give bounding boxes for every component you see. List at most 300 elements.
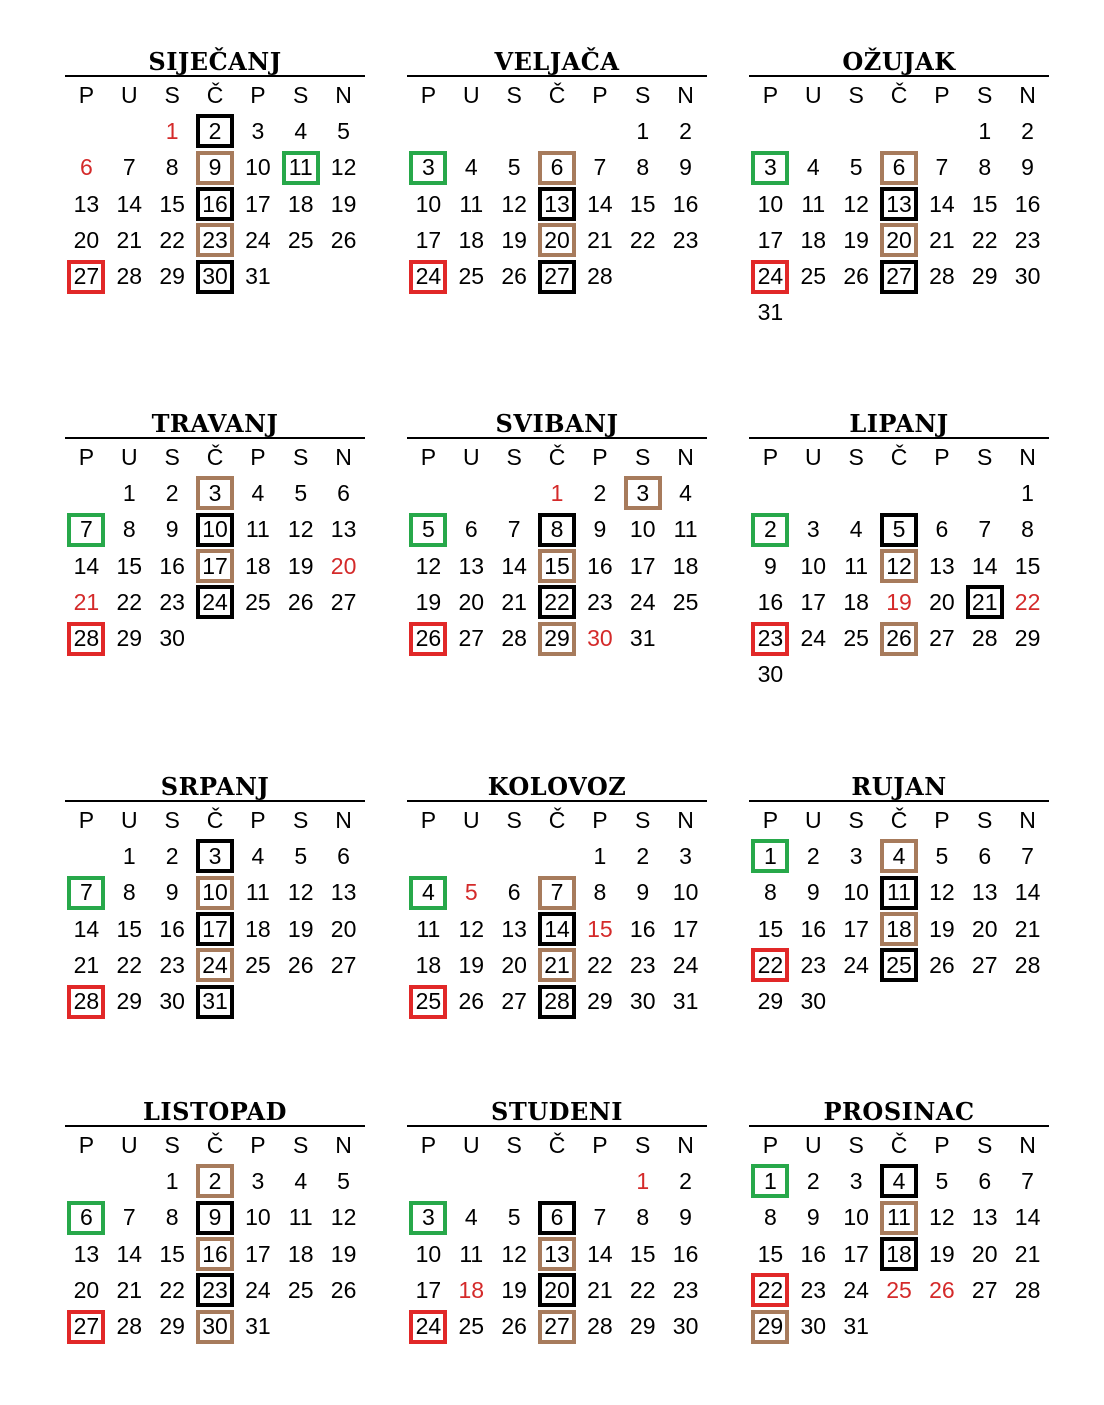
day-cell: 6 bbox=[536, 1200, 579, 1236]
day-cell: 8 bbox=[636, 154, 650, 181]
month-grid bbox=[749, 77, 1049, 337]
day-cell: 2 bbox=[749, 512, 792, 548]
day-cell: 16 bbox=[1014, 190, 1041, 217]
month-title: OŽUJAK bbox=[749, 45, 1049, 77]
day-cell: 5 bbox=[337, 1167, 350, 1194]
day-cell: 14 bbox=[116, 190, 143, 217]
weekday-header: S bbox=[635, 1131, 651, 1158]
weekday-header: P bbox=[250, 81, 266, 108]
day-cell: 6 bbox=[878, 150, 921, 186]
day-cell: 9 bbox=[636, 879, 650, 906]
day-cell: 10 bbox=[245, 1204, 271, 1231]
day-cell: 6 bbox=[80, 154, 93, 181]
day-cell: 16 bbox=[587, 552, 613, 579]
month-7 bbox=[65, 770, 365, 1062]
weekday-header: P bbox=[934, 81, 950, 108]
day-cell: 21 bbox=[501, 588, 527, 615]
day-cell: 18 bbox=[800, 226, 827, 253]
weekday-header: P bbox=[420, 806, 437, 833]
weekday-header: P bbox=[592, 81, 608, 108]
day-cell: 27 bbox=[458, 625, 485, 652]
day-cell: 27 bbox=[878, 259, 921, 295]
day-cell: 30 bbox=[800, 1313, 827, 1340]
day-cell: 26 bbox=[407, 621, 450, 657]
day-cell: 16 bbox=[629, 915, 656, 942]
day-cell: 18 bbox=[878, 1236, 921, 1272]
day-cell: 18 bbox=[458, 226, 485, 253]
day-cell: 6 bbox=[337, 479, 350, 506]
day-cell: 17 bbox=[843, 915, 869, 942]
weekday-header: S bbox=[977, 1131, 993, 1158]
day-cell: 16 bbox=[800, 1240, 827, 1267]
day-cell: 16 bbox=[672, 190, 699, 217]
day-cell: 24 bbox=[843, 1276, 869, 1303]
day-cell: 1 bbox=[165, 1167, 179, 1194]
day-cell: 2 bbox=[806, 842, 820, 869]
day-cell: 19 bbox=[287, 915, 314, 942]
day-cell: 17 bbox=[843, 1240, 869, 1267]
day-cell: 23 bbox=[1014, 226, 1041, 253]
day-cell: 26 bbox=[330, 226, 357, 253]
day-cell: 22 bbox=[587, 951, 613, 978]
weekday-header: Č bbox=[548, 806, 566, 833]
day-cell: 3 bbox=[849, 1167, 863, 1194]
weekday-header: Č bbox=[890, 443, 908, 470]
month-10 bbox=[65, 1095, 365, 1387]
weekday-header: P bbox=[250, 806, 266, 833]
day-cell: 14 bbox=[587, 190, 613, 217]
day-cell: 10 bbox=[800, 552, 827, 579]
weekday-header: P bbox=[592, 443, 608, 470]
weekday-header: N bbox=[335, 81, 352, 108]
day-cell: 11 bbox=[459, 1240, 484, 1267]
weekday-header: N bbox=[335, 1131, 352, 1158]
month-grid bbox=[407, 77, 707, 337]
day-cell: 1 bbox=[550, 479, 564, 506]
day-cell: 21 bbox=[116, 226, 143, 253]
day-cell: 9 bbox=[806, 879, 820, 906]
day-cell: 4 bbox=[407, 875, 450, 911]
day-cell: 28 bbox=[536, 984, 579, 1020]
day-cell: 25 bbox=[287, 226, 314, 253]
weekday-header: N bbox=[677, 443, 694, 470]
day-cell: 1 bbox=[593, 842, 607, 869]
day-cell: 22 bbox=[629, 1276, 656, 1303]
day-cell: 17 bbox=[245, 190, 271, 217]
weekday-header: S bbox=[506, 443, 522, 470]
day-cell: 27 bbox=[65, 259, 108, 295]
weekday-header: Č bbox=[890, 81, 908, 108]
day-cell: 11 bbox=[801, 190, 826, 217]
day-cell: 31 bbox=[194, 984, 237, 1020]
weekday-header: S bbox=[164, 81, 180, 108]
day-cell: 27 bbox=[65, 1309, 108, 1345]
day-cell: 17 bbox=[672, 915, 699, 942]
day-cell: 24 bbox=[843, 951, 869, 978]
day-cell: 14 bbox=[1014, 1204, 1041, 1231]
day-cell: 11 bbox=[459, 190, 484, 217]
day-cell: 31 bbox=[843, 1313, 869, 1340]
day-cell: 3 bbox=[849, 842, 863, 869]
day-cell: 25 bbox=[878, 947, 921, 983]
day-cell: 2 bbox=[806, 1167, 820, 1194]
day-cell: 7 bbox=[122, 1204, 136, 1231]
day-cell: 30 bbox=[587, 625, 613, 652]
day-cell: 18 bbox=[287, 1240, 314, 1267]
day-cell: 14 bbox=[971, 552, 998, 579]
weekday-header: S bbox=[506, 81, 522, 108]
weekday-header: S bbox=[635, 443, 651, 470]
day-cell: 22 bbox=[971, 226, 998, 253]
day-cell: 28 bbox=[971, 625, 998, 652]
day-cell: 16 bbox=[800, 915, 827, 942]
day-cell: 4 bbox=[464, 1204, 478, 1231]
month-title: KOLOVOZ bbox=[407, 770, 707, 802]
day-cell: 5 bbox=[464, 879, 478, 906]
day-cell: 23 bbox=[629, 951, 656, 978]
day-cell: 8 bbox=[593, 879, 607, 906]
day-cell: 29 bbox=[116, 988, 143, 1015]
day-cell: 5 bbox=[935, 842, 949, 869]
day-cell: 12 bbox=[878, 548, 921, 584]
day-cell: 2 bbox=[165, 479, 179, 506]
weekday-header: N bbox=[335, 806, 352, 833]
day-cell: 4 bbox=[878, 1163, 921, 1199]
day-cell: 7 bbox=[65, 512, 108, 548]
day-cell: 30 bbox=[194, 1309, 237, 1345]
day-cell: 23 bbox=[194, 1272, 237, 1308]
day-cell: 20 bbox=[73, 1276, 100, 1303]
day-cell: 19 bbox=[415, 588, 442, 615]
weekday-header: U bbox=[120, 443, 138, 470]
day-cell: 31 bbox=[672, 988, 699, 1015]
weekday-header: P bbox=[78, 443, 95, 470]
day-cell: 9 bbox=[679, 1204, 692, 1231]
day-cell: 29 bbox=[116, 625, 143, 652]
day-cell: 18 bbox=[415, 951, 442, 978]
day-cell: 26 bbox=[843, 263, 869, 290]
day-cell: 4 bbox=[294, 1167, 308, 1194]
day-cell: 4 bbox=[849, 516, 863, 543]
day-cell: 3 bbox=[679, 842, 692, 869]
day-cell: 17 bbox=[194, 911, 237, 947]
day-cell: 14 bbox=[536, 911, 579, 947]
day-cell: 20 bbox=[536, 1272, 579, 1308]
weekday-header: P bbox=[592, 1131, 608, 1158]
weekday-header: U bbox=[120, 1131, 138, 1158]
day-cell: 10 bbox=[757, 190, 784, 217]
weekday-header: P bbox=[762, 443, 779, 470]
day-cell: 21 bbox=[1014, 915, 1041, 942]
day-cell: 15 bbox=[587, 915, 613, 942]
day-cell: 1 bbox=[122, 842, 136, 869]
weekday-header: S bbox=[506, 1131, 522, 1158]
day-cell: 15 bbox=[116, 915, 143, 942]
day-cell: 16 bbox=[757, 588, 784, 615]
day-cell: 28 bbox=[587, 263, 613, 290]
day-cell: 28 bbox=[65, 621, 108, 657]
day-cell: 13 bbox=[501, 915, 527, 942]
day-cell: 7 bbox=[593, 154, 607, 181]
weekday-header: S bbox=[635, 806, 651, 833]
day-cell: 6 bbox=[536, 150, 579, 186]
day-cell: 27 bbox=[971, 1276, 998, 1303]
day-cell: 17 bbox=[194, 548, 237, 584]
weekday-header: Č bbox=[548, 81, 566, 108]
day-cell: 19 bbox=[501, 226, 527, 253]
weekday-header: Č bbox=[206, 1131, 224, 1158]
month-4 bbox=[65, 407, 365, 699]
day-cell: 30 bbox=[672, 1313, 699, 1340]
day-cell: 17 bbox=[629, 552, 656, 579]
day-cell: 2 bbox=[679, 117, 692, 144]
day-cell: 2 bbox=[636, 842, 650, 869]
day-cell: 23 bbox=[672, 1276, 699, 1303]
day-cell: 10 bbox=[194, 512, 237, 548]
day-cell: 14 bbox=[73, 552, 100, 579]
day-cell: 16 bbox=[159, 552, 185, 579]
day-cell: 5 bbox=[507, 154, 521, 181]
weekday-header: P bbox=[78, 81, 95, 108]
day-cell: 9 bbox=[764, 552, 777, 579]
day-cell: 13 bbox=[330, 879, 357, 906]
day-cell: 9 bbox=[1021, 154, 1034, 181]
day-cell: 17 bbox=[415, 1276, 442, 1303]
day-cell: 10 bbox=[415, 1240, 442, 1267]
day-cell: 20 bbox=[73, 226, 100, 253]
weekday-header: P bbox=[934, 1131, 950, 1158]
day-cell: 21 bbox=[536, 947, 579, 983]
weekday-header: S bbox=[164, 443, 180, 470]
day-cell: 17 bbox=[800, 588, 827, 615]
weekday-header: S bbox=[293, 1131, 309, 1158]
day-cell: 29 bbox=[971, 263, 998, 290]
weekday-header: S bbox=[848, 443, 864, 470]
day-cell: 31 bbox=[245, 263, 271, 290]
day-cell: 28 bbox=[65, 984, 108, 1020]
weekday-header: N bbox=[1019, 81, 1036, 108]
day-cell: 24 bbox=[672, 951, 699, 978]
day-cell: 30 bbox=[629, 988, 656, 1015]
day-cell: 26 bbox=[458, 988, 485, 1015]
day-cell: 20 bbox=[458, 588, 485, 615]
weekday-header: N bbox=[677, 1131, 694, 1158]
month-2 bbox=[407, 45, 707, 337]
day-cell: 8 bbox=[978, 154, 992, 181]
day-cell: 2 bbox=[165, 842, 179, 869]
day-cell: 3 bbox=[407, 150, 450, 186]
day-cell: 4 bbox=[251, 479, 265, 506]
day-cell: 24 bbox=[245, 226, 271, 253]
day-cell: 10 bbox=[245, 154, 271, 181]
day-cell: 1 bbox=[636, 1167, 650, 1194]
day-cell: 13 bbox=[971, 1204, 998, 1231]
day-cell: 23 bbox=[672, 226, 699, 253]
day-cell: 25 bbox=[800, 263, 827, 290]
day-cell: 12 bbox=[843, 190, 869, 217]
day-cell: 13 bbox=[330, 516, 357, 543]
day-cell: 3 bbox=[194, 838, 237, 874]
day-cell: 3 bbox=[194, 475, 237, 511]
day-cell: 26 bbox=[929, 1276, 955, 1303]
day-cell: 3 bbox=[251, 1167, 265, 1194]
day-cell: 21 bbox=[1014, 1240, 1041, 1267]
weekday-header: U bbox=[462, 1131, 480, 1158]
day-cell: 7 bbox=[935, 154, 949, 181]
weekday-header: Č bbox=[206, 806, 224, 833]
day-cell: 14 bbox=[1014, 879, 1041, 906]
day-cell: 22 bbox=[159, 1276, 185, 1303]
day-cell: 14 bbox=[116, 1240, 143, 1267]
month-grid bbox=[65, 1127, 365, 1387]
day-cell: 4 bbox=[294, 117, 308, 144]
day-cell: 1 bbox=[165, 117, 179, 144]
day-cell: 4 bbox=[251, 842, 265, 869]
day-cell: 27 bbox=[536, 259, 579, 295]
weekday-header: P bbox=[934, 443, 950, 470]
day-cell: 7 bbox=[65, 875, 108, 911]
day-cell: 22 bbox=[159, 226, 185, 253]
day-cell: 18 bbox=[843, 588, 869, 615]
month-grid bbox=[65, 77, 365, 337]
day-cell: 26 bbox=[330, 1276, 357, 1303]
day-cell: 20 bbox=[878, 222, 921, 258]
weekday-header: U bbox=[462, 443, 480, 470]
month-title: LIPANJ bbox=[749, 407, 1049, 439]
weekday-header: S bbox=[293, 443, 309, 470]
day-cell: 24 bbox=[194, 584, 237, 620]
day-cell: 19 bbox=[501, 1276, 527, 1303]
day-cell: 25 bbox=[245, 951, 271, 978]
weekday-header: S bbox=[848, 81, 864, 108]
day-cell: 19 bbox=[287, 552, 314, 579]
day-cell: 22 bbox=[749, 1272, 792, 1308]
day-cell: 1 bbox=[122, 479, 136, 506]
day-cell: 25 bbox=[458, 1313, 485, 1340]
day-cell: 4 bbox=[679, 479, 692, 506]
day-cell: 12 bbox=[330, 154, 357, 181]
month-1 bbox=[65, 45, 365, 337]
weekday-header: N bbox=[1019, 1131, 1036, 1158]
day-cell: 24 bbox=[407, 1309, 450, 1345]
day-cell: 18 bbox=[878, 911, 921, 947]
weekday-header: S bbox=[848, 806, 864, 833]
day-cell: 21 bbox=[929, 226, 955, 253]
day-cell: 20 bbox=[330, 915, 357, 942]
day-cell: 18 bbox=[287, 190, 314, 217]
weekday-header: P bbox=[78, 806, 95, 833]
day-cell: 23 bbox=[800, 1276, 827, 1303]
weekday-header: N bbox=[335, 443, 352, 470]
day-cell: 19 bbox=[330, 190, 357, 217]
month-6 bbox=[749, 407, 1049, 699]
month-title: SVIBANJ bbox=[407, 407, 707, 439]
day-cell: 17 bbox=[757, 226, 784, 253]
weekday-header: S bbox=[164, 1131, 180, 1158]
weekday-header: U bbox=[120, 806, 138, 833]
day-cell: 28 bbox=[116, 263, 143, 290]
day-cell: 30 bbox=[1014, 263, 1041, 290]
day-cell: 15 bbox=[971, 190, 998, 217]
day-cell: 24 bbox=[407, 259, 450, 295]
day-cell: 1 bbox=[749, 838, 792, 874]
weekday-header: P bbox=[250, 1131, 266, 1158]
day-cell: 29 bbox=[159, 1313, 185, 1340]
day-cell: 19 bbox=[330, 1240, 357, 1267]
day-cell: 15 bbox=[159, 1240, 185, 1267]
day-cell: 14 bbox=[501, 552, 527, 579]
day-cell: 12 bbox=[415, 552, 442, 579]
weekday-header: P bbox=[420, 443, 437, 470]
day-cell: 14 bbox=[587, 1240, 613, 1267]
day-cell: 18 bbox=[458, 1276, 485, 1303]
day-cell: 2 bbox=[194, 113, 237, 149]
day-cell: 8 bbox=[165, 1204, 179, 1231]
day-cell: 10 bbox=[843, 879, 869, 906]
weekday-header: U bbox=[804, 81, 822, 108]
weekday-header: S bbox=[164, 806, 180, 833]
day-cell: 28 bbox=[501, 625, 527, 652]
day-cell: 10 bbox=[843, 1204, 869, 1231]
day-cell: 3 bbox=[806, 516, 820, 543]
day-cell: 9 bbox=[165, 516, 179, 543]
weekday-header: S bbox=[848, 1131, 864, 1158]
month-8 bbox=[407, 770, 707, 1062]
day-cell: 22 bbox=[116, 588, 143, 615]
month-11 bbox=[407, 1095, 707, 1387]
day-cell: 6 bbox=[978, 1167, 992, 1194]
day-cell: 9 bbox=[593, 516, 607, 543]
day-cell: 7 bbox=[122, 154, 136, 181]
day-cell: 13 bbox=[73, 1240, 100, 1267]
month-grid bbox=[407, 439, 707, 699]
day-cell: 22 bbox=[1014, 588, 1041, 615]
day-cell: 19 bbox=[886, 588, 912, 615]
day-cell: 13 bbox=[878, 186, 921, 222]
weekday-header: P bbox=[762, 1131, 779, 1158]
day-cell: 27 bbox=[501, 988, 527, 1015]
day-cell: 28 bbox=[1014, 951, 1041, 978]
weekday-header: Č bbox=[206, 443, 224, 470]
day-cell: 29 bbox=[587, 988, 613, 1015]
day-cell: 26 bbox=[929, 951, 955, 978]
day-cell: 15 bbox=[1014, 552, 1041, 579]
day-cell: 26 bbox=[501, 263, 527, 290]
month-title: SRPANJ bbox=[65, 770, 365, 802]
day-cell: 8 bbox=[165, 154, 179, 181]
day-cell: 26 bbox=[287, 951, 314, 978]
day-cell: 12 bbox=[458, 915, 485, 942]
day-cell: 30 bbox=[757, 661, 784, 688]
day-cell: 15 bbox=[536, 548, 579, 584]
weekday-header: S bbox=[635, 81, 651, 108]
day-cell: 29 bbox=[159, 263, 185, 290]
day-cell: 25 bbox=[287, 1276, 314, 1303]
day-cell: 21 bbox=[73, 951, 100, 978]
day-cell: 30 bbox=[800, 988, 827, 1015]
day-cell: 6 bbox=[935, 516, 949, 543]
day-cell: 27 bbox=[536, 1309, 579, 1345]
day-cell: 10 bbox=[672, 879, 699, 906]
day-cell: 11 bbox=[844, 552, 869, 579]
day-cell: 4 bbox=[806, 154, 820, 181]
day-cell: 18 bbox=[672, 552, 699, 579]
day-cell: 13 bbox=[458, 552, 485, 579]
day-cell: 12 bbox=[929, 1204, 955, 1231]
day-cell: 30 bbox=[194, 259, 237, 295]
day-cell: 21 bbox=[963, 584, 1006, 620]
day-cell: 10 bbox=[194, 875, 237, 911]
